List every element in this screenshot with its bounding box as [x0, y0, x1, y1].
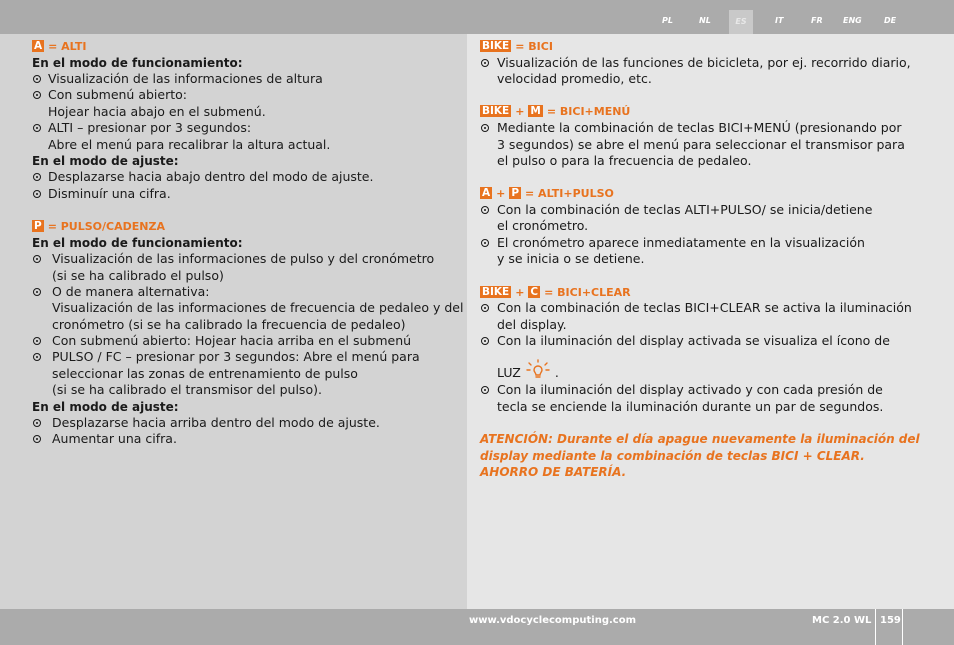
bullet-icon	[481, 304, 489, 312]
bullet-icon	[481, 59, 489, 67]
list-item: Con la iluminación del display activada se visualiza el ícono de	[497, 333, 890, 348]
bicimenu-section-heading: BIKE + M = BICI+MENÚ	[482, 105, 631, 118]
list-item: el pulso o para la frecuencia de pedaleo.	[497, 153, 752, 168]
list-item: Con la combinación de teclas ALTI+PULSO/ se inicia/detiene	[497, 202, 873, 217]
list-item: cronómetro (si se ha calibrado la frecuencia de pedaleo)	[52, 317, 406, 332]
list-item: Desplazarse hacia abajo dentro del modo de ajuste.	[48, 169, 374, 184]
bullet-icon	[33, 190, 41, 198]
badge-bike: BIKE	[482, 105, 510, 117]
badge-a: A	[34, 40, 43, 52]
set-mode-label: En el modo de ajuste:	[32, 400, 179, 414]
lang-tab-nl[interactable]: NL	[699, 16, 711, 25]
list-item: Aumentar una cifra.	[52, 431, 177, 446]
warning-text: AHORRO DE BATERÍA.	[480, 465, 627, 479]
badge-p: P	[511, 187, 520, 199]
list-item: Disminuír una cifra.	[48, 186, 171, 201]
list-item: O de manera alternativa:	[52, 284, 210, 299]
alti-section-heading: A = ALTI	[34, 40, 87, 53]
badge-m: M	[530, 105, 541, 117]
biciclear-section-heading: BIKE + C = BICI+CLEAR	[482, 286, 631, 299]
warning-text: ATENCIÓN: Durante el día apague nuevamente la iluminación del	[480, 432, 920, 446]
badge-bike: BIKE	[482, 286, 510, 298]
warning-text: display mediante la combinación de teclas BICI + CLEAR.	[480, 449, 865, 463]
list-item: seleccionar las zonas de entrenamiento de pulso	[52, 366, 358, 381]
badge-bike: BIKE	[482, 40, 510, 52]
bici-section-heading: BIKE = BICI	[482, 40, 553, 53]
list-item: (si se ha calibrado el pulso)	[52, 268, 224, 283]
list-item: (si se ha calibrado el transmisor del pulso).	[52, 382, 322, 397]
bullet-icon	[33, 75, 41, 83]
list-item: 3 segundos) se abre el menú para seleccionar el transmisor para	[497, 137, 905, 152]
light-bulb-icon	[525, 358, 551, 380]
list-item: Desplazarse hacia arriba dentro del modo de ajuste.	[52, 415, 380, 430]
lang-tab-it[interactable]: IT	[775, 16, 784, 25]
page-number: 159	[880, 615, 901, 626]
page-number-box	[875, 609, 903, 645]
set-mode-label: En el modo de ajuste:	[32, 154, 179, 168]
bullet-icon	[33, 173, 41, 181]
bullet-icon	[33, 288, 41, 296]
list-item: el cronómetro.	[497, 218, 589, 233]
list-item-luz: LUZ .	[497, 358, 559, 381]
bullet-icon	[33, 255, 41, 263]
bullet-icon	[33, 124, 41, 132]
lang-tab-pl[interactable]: PL	[662, 16, 673, 25]
list-item: Con la iluminación del display activado y con cada presión de	[497, 382, 883, 397]
list-item: tecla se enciende la iluminación durante un par de segundos.	[497, 399, 884, 414]
list-item: Visualización de las informaciones de pulso y del cronómetro	[52, 251, 435, 266]
list-item: Con la combinación de teclas BICI+CLEAR se activa la iluminación	[497, 300, 912, 315]
list-item: velocidad promedio, etc.	[497, 71, 652, 86]
lang-tab-de[interactable]: DE	[884, 16, 897, 25]
lang-tab-es[interactable]: ES	[729, 10, 753, 34]
footer-url[interactable]: www.vdocyclecomputing.com	[469, 615, 637, 626]
list-item: PULSO / FC – presionar por 3 segundos: Abre el menú para	[52, 349, 420, 364]
list-item: Visualización de las funciones de bicicleta, por ej. recorrido diario,	[497, 55, 911, 70]
lang-tab-fr[interactable]: FR	[811, 16, 823, 25]
bullet-icon	[33, 435, 41, 443]
pulso-section-heading: P = PULSO/CADENZA	[34, 220, 165, 233]
bullet-icon	[481, 337, 489, 345]
list-item: ALTI – presionar por 3 segundos:	[48, 120, 252, 135]
bullet-icon	[481, 124, 489, 132]
language-bar	[0, 0, 954, 34]
badge-p: P	[34, 220, 42, 232]
lang-tab-eng[interactable]: ENG	[843, 16, 862, 25]
badge-a: A	[482, 187, 491, 199]
list-item: Mediante la combinación de teclas BICI+MENÚ (presionando por	[497, 120, 902, 135]
bullet-icon	[481, 239, 489, 247]
op-mode-label: En el modo de funcionamiento:	[32, 56, 243, 70]
bullet-icon	[481, 206, 489, 214]
bullet-icon	[33, 353, 41, 361]
list-item: Visualización de las informaciones de frecuencia de pedaleo y del	[52, 300, 464, 315]
list-item: del display.	[497, 317, 567, 332]
list-item: Con submenú abierto:	[48, 87, 187, 102]
op-mode-label: En el modo de funcionamiento:	[32, 236, 243, 250]
list-item: y se inicia o se detiene.	[497, 251, 645, 266]
footer-model: MC 2.0 WL	[812, 615, 872, 626]
list-item: Con submenú abierto: Hojear hacia arriba en el submenú	[52, 333, 412, 348]
altipulso-section-heading: A + P = ALTI+PULSO	[482, 187, 614, 200]
bullet-icon	[481, 386, 489, 394]
bullet-icon	[33, 91, 41, 99]
bullet-icon	[33, 419, 41, 427]
list-item: El cronómetro aparece inmediatamente en la visualización	[497, 235, 865, 250]
footer-bar	[0, 609, 954, 645]
list-item: Abre el menú para recalibrar la altura actual.	[48, 137, 331, 152]
bullet-icon	[33, 337, 41, 345]
badge-c: C	[530, 286, 539, 298]
list-item: Hojear hacia abajo en el submenú.	[48, 104, 266, 119]
list-item: Visualización de las informaciones de altura	[48, 71, 323, 86]
